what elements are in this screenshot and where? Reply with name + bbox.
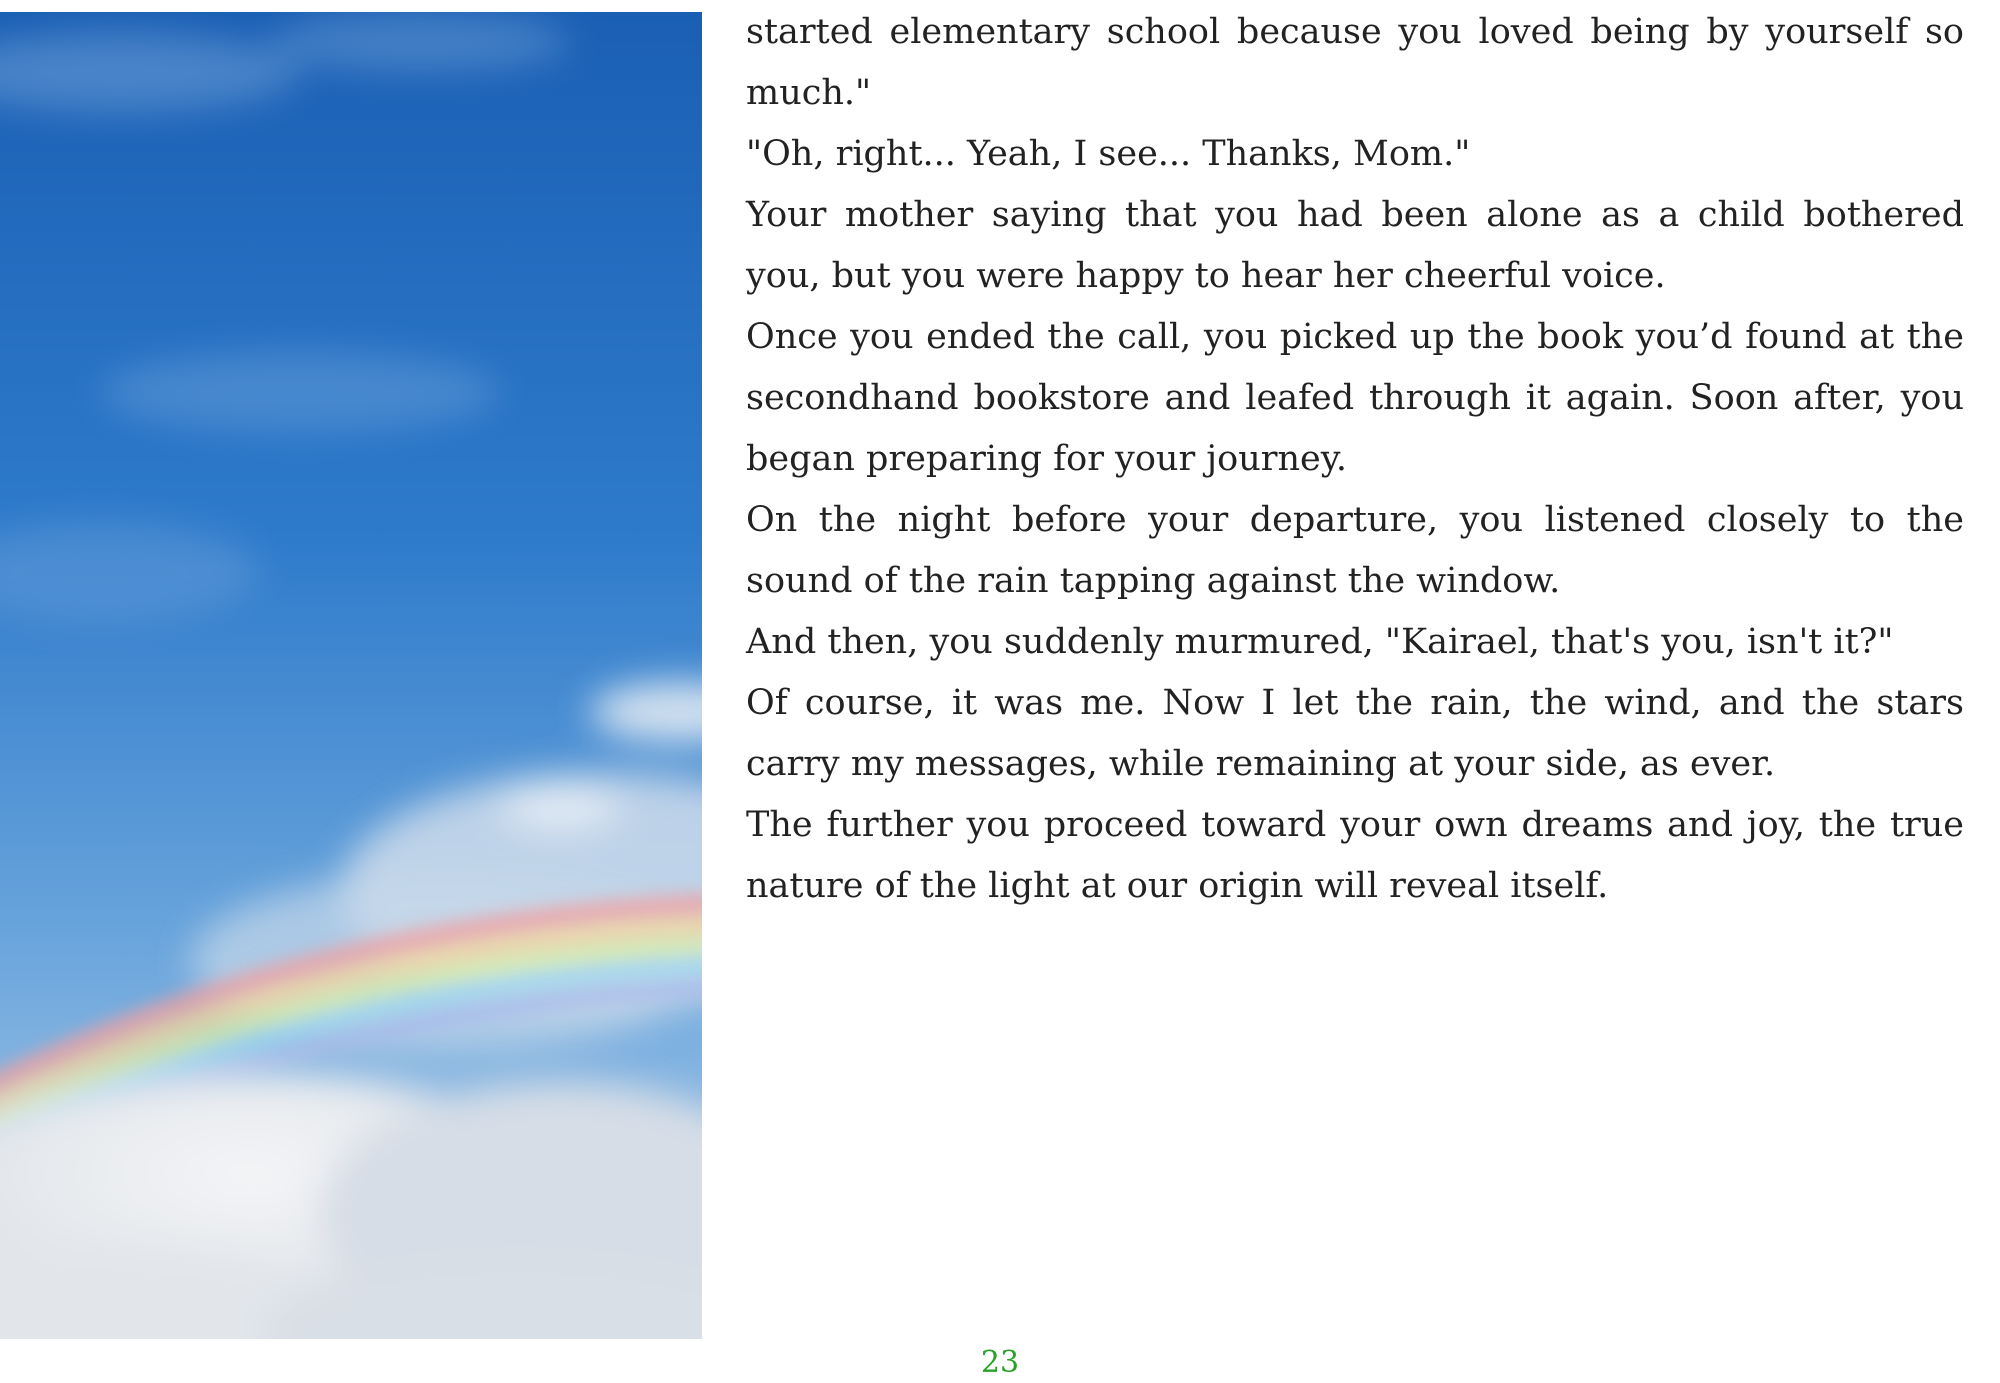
paragraph: The further you proceed toward your own dreams and joy, the true nature of the light at our origin will reveal itself. — [746, 805, 1964, 906]
paragraph: On the night before your departure, you listened closely to the sound of the rain tapping against the window. — [746, 500, 1964, 601]
paragraph: Your mother saying that you had been alone as a child bothered you, but you were happy to hear her cheerful voice. — [746, 195, 1964, 296]
paragraph: "Oh, right... Yeah, I see... Thanks, Mom." — [746, 134, 1471, 174]
foreground-clouds — [0, 1072, 702, 1339]
page-number: 23 — [980, 1345, 1020, 1380]
rainbow-sky-photo — [0, 12, 702, 1339]
paragraph: Of course, it was me. Now I let the rain, the wind, and the stars carry my messages, while remaining at your side, as ever. — [746, 683, 1964, 784]
paragraph: started elementary school because you loved being by yourself so much." — [746, 12, 1964, 113]
paragraph: Once you ended the call, you picked up the book you’d found at the secondhand bookstore and leafed through it again. Soon after, you began preparing for your journey. — [746, 317, 1964, 479]
paragraph: And then, you suddenly murmured, "Kairael, that's you, isn't it?" — [746, 622, 1894, 662]
story-text — [746, 2, 1964, 917]
rainbow-sky-illustration — [0, 12, 702, 1339]
